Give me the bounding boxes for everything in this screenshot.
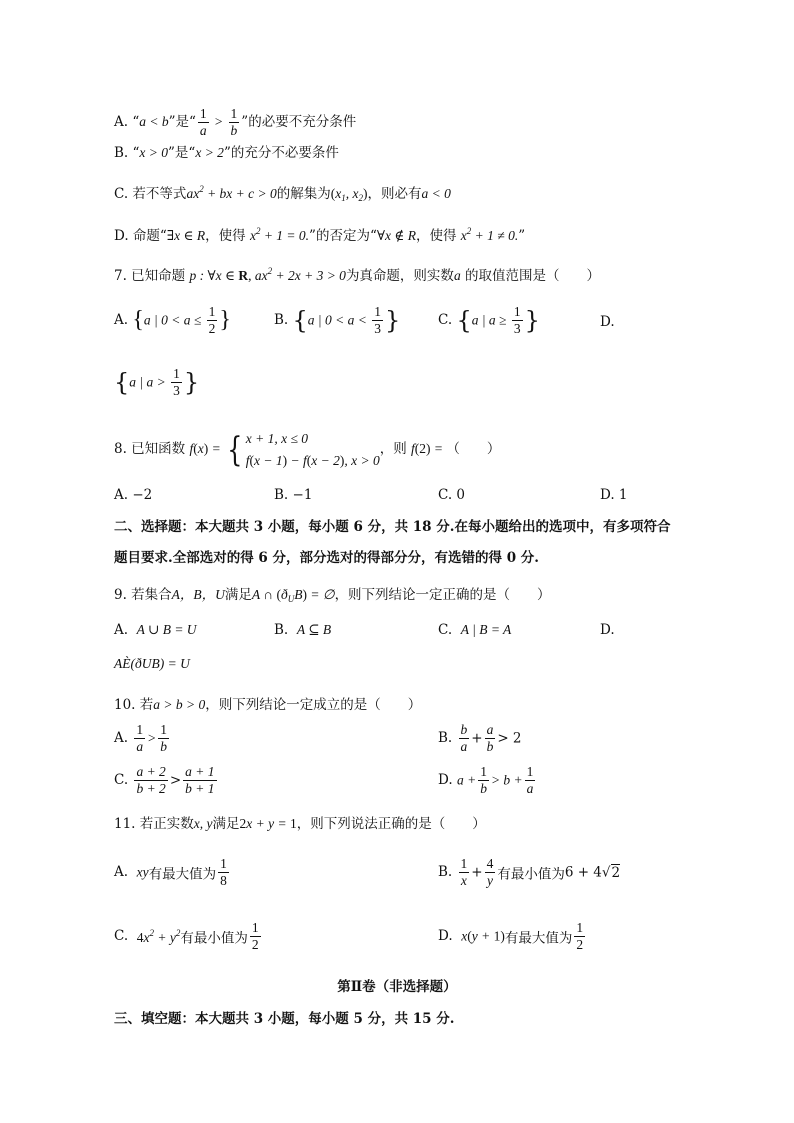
q9-stem-suffix: ，则下列结论一定正确的是（ ） <box>334 587 551 603</box>
q9-c-expr: A | B = A <box>460 622 512 637</box>
q7-proposition: p : ∀x ∈ R, $ax^2 + 2x + 3 > 0$ <box>189 266 346 283</box>
q8-stem-mid: ，则 <box>379 441 412 457</box>
q10-c-frac2: $\frac{a + 1}{b + 1}$ <box>185 764 215 796</box>
q9-option-d <box>114 656 190 672</box>
q10-condition: a > b > 0 <box>153 697 206 712</box>
q7-option-b: B. {a | 0 < a < $\frac{1}{3}$ } <box>274 304 401 336</box>
q11-stem <box>114 815 486 833</box>
q8-f2: f(2) = <box>411 441 447 456</box>
q11-c-frac: $\frac{1}{2}$ <box>251 920 259 952</box>
q7-b-frac: $\frac{1}{3}$ <box>374 304 381 336</box>
q9-stem-prefix: 9. 若集合 <box>114 587 172 603</box>
q11-a-text: 有最大值为 <box>148 866 217 883</box>
q10-b-frac1: $\frac{b}{a}$ <box>460 722 468 754</box>
q11-stem-suffix: ，则下列说法正确的是（ ） <box>296 816 486 832</box>
q7-d-label: D. <box>600 314 615 330</box>
q10-option-c: C. $\frac{a + 2}{b + 2}$ > $\frac{a + 1}{b + 1}$ <box>114 764 215 796</box>
q9-option-c <box>438 622 511 638</box>
q6-c-conclusion: a < 0 <box>421 186 451 201</box>
q10-stem-prefix: 10. 若 <box>114 697 154 713</box>
q6-a-frac1: $\frac{1}{a}$ <box>199 106 207 138</box>
q10-option-a: A. $\frac{1}{a}$ > $\frac{1}{b}$ <box>114 722 167 754</box>
q6-c-mid: 的解集为 <box>276 186 331 202</box>
q6-option-d <box>114 222 525 245</box>
q6-a-expr: a < b <box>139 114 169 129</box>
q6-d-eq1: $x^2 + 1 = 0$. <box>249 226 310 243</box>
q9-d-expr: AÈ(ðUB) = U <box>114 656 190 671</box>
q8-brace: { <box>227 429 243 470</box>
q10-b-label: B. <box>438 730 453 746</box>
q10-stem-suffix: ，则下列结论一定成立的是（ ） <box>205 697 422 713</box>
q6-b-mid: ”是“ <box>168 145 196 161</box>
q6-b-suffix: ”的充分不必要条件 <box>223 145 339 161</box>
q9-sets: A，B，U <box>171 587 225 602</box>
q10-c-frac1: $\frac{a + 2}{b + 2}$ <box>136 764 166 796</box>
q6-option-c <box>114 180 451 207</box>
q7-option-c: C. {a | a ≥ $\frac{1}{3}$ } <box>438 304 540 336</box>
q7-option-d-label <box>600 314 615 330</box>
q11-option-c: C. $4x^2 + y^2$有最小值为 $\frac{1}{2}$ <box>114 920 259 952</box>
q7-stem-suffix: 的取值范围是（ ） <box>460 268 600 284</box>
q7-a-label: A. <box>114 312 129 328</box>
q6-a-mid: ”是“ <box>168 114 196 130</box>
q10-stem <box>114 696 421 714</box>
q7-stem-prefix: 7. 已知命题 <box>114 268 190 284</box>
q8-stem-prefix: 8. 已知函数 <box>114 441 190 457</box>
q11-condition: 2x + y = 1 <box>239 816 297 831</box>
q10-option-d: D. a + $\frac{1}{b}$ > b + $\frac{1}{a}$ <box>438 764 534 796</box>
q11-d-label: D. <box>438 928 453 944</box>
q11-option-a: A. xy有最大值为 $\frac{1}{8}$ <box>114 856 227 888</box>
q9-option-a <box>114 622 197 638</box>
q6-d-prefix: D. 命题“ <box>114 228 167 244</box>
q6-d-negation: ”的否定为“ <box>309 228 377 244</box>
q11-b-value: 6 + 4√2 <box>564 864 621 881</box>
q9-a-label: A. <box>114 622 129 638</box>
q6-b-prefix: B. “ <box>114 145 140 161</box>
q11-option-d: D. x(y + 1)有最大值为 $\frac{1}{2}$ <box>438 920 584 952</box>
part2-title: 第Ⅱ卷（非选择题） <box>337 979 457 995</box>
q6-d-forall: ∀x ∉ R <box>376 228 416 243</box>
q11-b-label: B. <box>438 864 453 880</box>
q11-vars: x, y <box>193 816 213 831</box>
q11-a-label: A. <box>114 864 129 880</box>
q11-b-frac1: $\frac{1}{x}$ <box>460 856 468 888</box>
q6-d-such-that: ，使得 <box>205 228 250 244</box>
q7-c-frac: $\frac{1}{3}$ <box>513 304 521 336</box>
q11-stem-prefix: 11. 若正实数 <box>114 816 194 832</box>
q11-d-text: 有最大值为 <box>504 930 573 947</box>
q9-a-expr: A ∪ B = U <box>136 622 197 637</box>
q8-option-a: A. −2 <box>114 487 153 503</box>
q9-stem <box>114 586 551 608</box>
q8-stem <box>114 426 500 472</box>
q10-a-frac2: $\frac{1}{b}$ <box>160 722 167 754</box>
q6-a-prefix: A. “ <box>114 114 140 130</box>
q11-option-b: B. $\frac{1}{x}$ + $\frac{4}{y}$ 有最小值为6 + 4√2 <box>438 856 621 888</box>
q7-option-a: A. {a | 0 < a ≤ $\frac{1}{2}$ } <box>114 304 231 336</box>
q6-d-end: ” <box>518 228 526 244</box>
q11-d-frac: $\frac{1}{2}$ <box>576 920 584 952</box>
q10-d-label: D. <box>438 772 453 788</box>
q11-b-frac2: $\frac{4}{y}$ <box>486 856 494 888</box>
q9-b-label: B. <box>274 622 289 638</box>
q6-c-interval: ($x_1$, $x_2$) <box>330 186 368 203</box>
q6-option-b <box>114 144 339 162</box>
q7-stem <box>114 262 600 285</box>
q10-d-frac2: $\frac{1}{a}$ <box>526 764 534 796</box>
q8-option-b: B. −1 <box>274 487 313 503</box>
q6-b-x0: x > 0 <box>139 145 169 160</box>
q7-c-label: C. <box>438 312 453 328</box>
q8-option-d: D. 1 <box>600 487 628 503</box>
q9-option-d-label: D. <box>600 622 615 638</box>
q6-b-x2: x > 2 <box>195 145 224 160</box>
q9-option-b <box>274 622 331 638</box>
q8-piecewise: x + 1, x ≤ 0 f(x − 1) − f(x − 2), x > 0 <box>245 430 380 468</box>
q6-d-eq2: $x^2 + 1 \ne 0$. <box>460 226 519 243</box>
q7-option-d: {a | a > $\frac{1}{3}$ } <box>114 366 200 398</box>
q8-option-c: C. 0 <box>438 487 466 503</box>
q10-a-label: A. <box>114 730 129 746</box>
q10-d-frac1: $\frac{1}{b}$ <box>480 764 487 796</box>
q6-d-such-that-2: ，使得 <box>416 228 461 244</box>
q9-b-expr: A ⊆ B <box>296 622 332 637</box>
section2-line1: 二、选择题：本大题共 3 小题，每小题 6 分，共 18 分.在每小题给出的选项中，有多项符合 <box>114 519 671 535</box>
q6-c-suffix: ，则必有 <box>367 186 422 202</box>
q9-stem-mid: 满足 <box>224 587 252 603</box>
q11-c-label: C. <box>114 928 129 944</box>
q7-var-a: a <box>453 268 461 283</box>
q10-option-b: B. $\frac{b}{a}$ + $\frac{a}{b}$ > 2 <box>438 722 522 754</box>
q7-stem-mid: 为真命题，则实数 <box>345 268 454 284</box>
q11-c-text: 有最小值为 <box>180 930 248 947</box>
q7-a-frac: $\frac{1}{2}$ <box>208 304 216 336</box>
q10-c-label: C. <box>114 772 129 788</box>
q7-d-frac: $\frac{1}{3}$ <box>173 366 180 398</box>
q11-a-frac: $\frac{1}{8}$ <box>220 856 227 888</box>
q6-option-a: A. “a < b”是“ $\frac{1}{a}$ > $\frac{1}{b}$ ”的必要不充分条件 <box>114 106 357 138</box>
q10-a-frac1: $\frac{1}{a}$ <box>136 722 144 754</box>
q6-c-inequality: $ax^2$ + bx + c > 0 <box>186 184 277 201</box>
q6-c-prefix: C. 若不等式 <box>114 186 187 202</box>
q8-fx: f(x) = <box>189 441 225 456</box>
q9-c-label: C. <box>438 622 453 638</box>
q7-b-label: B. <box>274 312 289 328</box>
q8-stem-suffix: （ ） <box>446 441 501 457</box>
q11-b-text: 有最小值为 <box>497 866 565 883</box>
section3-heading: 三、填空题：本大题共 3 小题，每小题 5 分，共 15 分. <box>114 1011 455 1027</box>
q10-b-frac2: $\frac{a}{b}$ <box>486 722 494 754</box>
q11-stem-mid: 满足 <box>212 816 240 832</box>
q9-condition: A ∩ $(ð_UB)$ = ∅ <box>251 587 335 604</box>
q6-d-exists: ∃x ∈ R <box>166 228 206 243</box>
section2-line2: 题目要求.全部选对的得 6 分，部分选对的得部分分，有选错的得 0 分. <box>114 550 539 566</box>
q6-a-frac2: $\frac{1}{b}$ <box>230 106 238 138</box>
q6-a-suffix: ”的必要不充分条件 <box>241 114 357 130</box>
